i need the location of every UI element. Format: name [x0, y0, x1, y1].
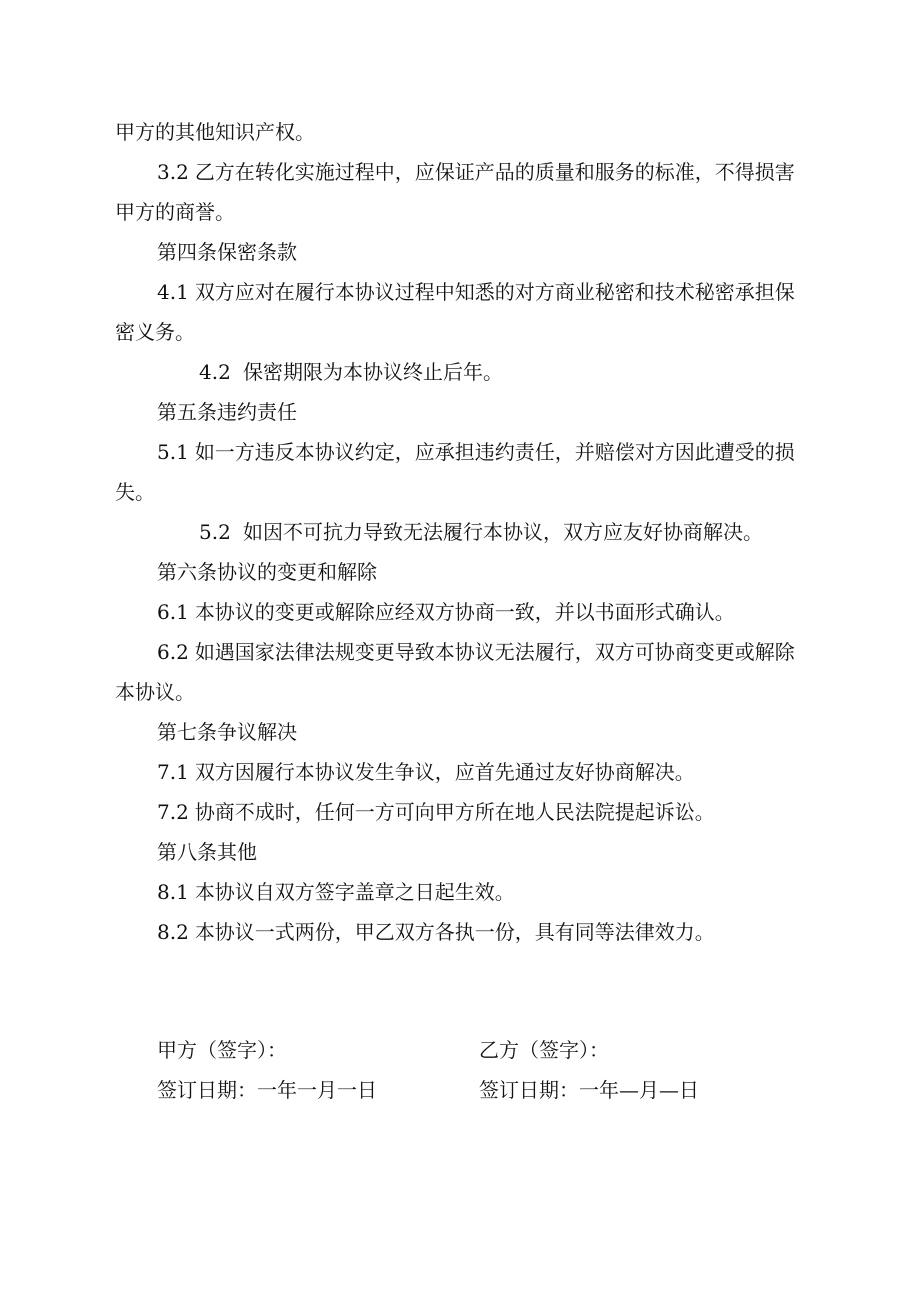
paragraph-text: 第七条争议解决	[157, 720, 297, 744]
section-heading	[115, 712, 810, 752]
paragraph-text: 甲方的其他知识产权。	[115, 120, 315, 144]
clause-number: 5.2	[199, 520, 231, 544]
signature-block	[157, 1030, 757, 1110]
paragraph-text: 保密期限为本协议终止后年。	[243, 360, 503, 384]
paragraph-text: 双方因履行本协议发生争议，应首先通过友好协商解决。	[194, 760, 695, 784]
paragraph-text: 乙方在转化实施过程中，应保证产品的质量和服务的标准，不得损害甲方的商誉。	[115, 160, 795, 224]
clause-number: 7.1	[157, 760, 189, 784]
clause-paragraph	[115, 592, 810, 632]
clause-number: 6.2	[157, 640, 189, 664]
party-a-signature-label: 甲方（签字）：	[157, 1038, 287, 1062]
clause-paragraph	[115, 272, 810, 352]
clause-number: 3.2	[157, 160, 189, 184]
clause-paragraph	[115, 752, 810, 792]
paragraph-text: 双方应对在履行本协议过程中知悉的对方商业秘密和技术秘密承担保密义务。	[115, 280, 795, 344]
section-heading	[115, 232, 810, 272]
date-row	[157, 1070, 757, 1110]
paragraph-text: 本协议自双方签字盖章之日起生效。	[194, 880, 515, 904]
paragraph-text: 第五条违约责任	[157, 400, 297, 424]
section-heading	[115, 392, 810, 432]
paragraph-text: 第八条其他	[157, 840, 257, 864]
paragraph-text: 第六条协议的变更和解除	[157, 560, 377, 584]
paragraph-text: 第四条保密条款	[157, 240, 297, 264]
signature-row	[157, 1030, 757, 1070]
paragraph-text: 如遇国家法律法规变更导致本协议无法履行，双方可协商变更或解除本协议。	[115, 640, 795, 704]
clause-paragraph	[115, 352, 810, 392]
document-body	[115, 112, 810, 952]
paragraph-text: 协商不成时，任何一方可向甲方所在地人民法院提起诉讼。	[194, 800, 715, 824]
clause-paragraph	[115, 152, 810, 232]
clause-paragraph	[115, 432, 810, 512]
paragraph	[115, 112, 810, 152]
party-a-date-label: 签订日期：一年一月一日	[157, 1078, 377, 1102]
clause-paragraph	[115, 512, 810, 552]
clause-number: 5.1	[157, 440, 189, 464]
party-b-signature-label: 乙方（签字）：	[479, 1038, 609, 1062]
clause-paragraph	[115, 872, 810, 912]
paragraph-text: 如一方违反本协议约定，应承担违约责任，并赔偿对方因此遭受的损失。	[115, 440, 795, 504]
clause-number: 7.2	[157, 800, 189, 824]
section-heading	[115, 832, 810, 872]
paragraph-text: 本协议一式两份，甲乙双方各执一份，具有同等法律效力。	[194, 920, 715, 944]
party-b-date-label: 签订日期：一年—月—日	[479, 1078, 699, 1102]
clause-number: 6.1	[157, 600, 189, 624]
section-heading	[115, 552, 810, 592]
clause-number: 4.1	[157, 280, 189, 304]
clause-paragraph	[115, 912, 810, 952]
clause-paragraph	[115, 792, 810, 832]
clause-number: 4.2	[199, 360, 231, 384]
paragraph-text: 本协议的变更或解除应经双方协商一致，并以书面形式确认。	[194, 600, 735, 624]
clause-number: 8.2	[157, 920, 189, 944]
clause-paragraph	[115, 632, 810, 712]
paragraph-text: 如因不可抗力导致无法履行本协议，双方应友好协商解决。	[243, 520, 763, 544]
clause-number: 8.1	[157, 880, 189, 904]
